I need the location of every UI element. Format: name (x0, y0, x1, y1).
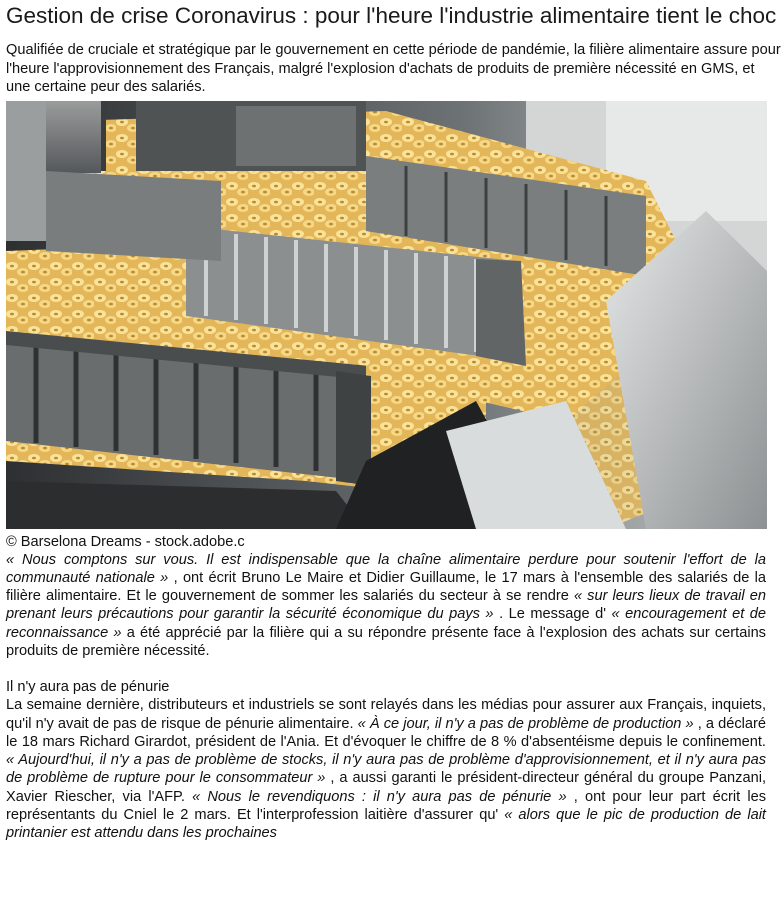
quote: « Nous comptons sur vous. Il est indispensable que la chaîne alimentaire perdure pour soutenir l'effort de la communauté nationale » (6, 551, 766, 586)
text: La semaine dernière, distributeurs et industriels se sont relayés dans les médias pour assurer aux Français, inquiets, qu'il n'y avait de pas de risque de pénurie alimentaire. (6, 697, 766, 732)
section-subheading: Il n'y aura pas de pénurie (6, 679, 170, 696)
quote: « Nous le revendiquons : il n'y aura pas de pénurie » (192, 788, 574, 805)
text: , a aussi garanti le président-directeur général du groupe Panzani, Xavier Riescher, via l'AFP. (6, 770, 766, 805)
paragraph-1 (6, 551, 766, 661)
quote: « Aujourd'hui, il n'y a pas de problème de stocks, il n'y aura pas de problème d'approvisionnement, et il n'y aura pas de problème de rupture pour le consommateur » (6, 752, 766, 787)
text: , ont écrit Bruno Le Maire et Didier Guillaume, le 17 mars à l'ensemble des salariés de la filière alimentaire. Et le gouvernement de sommer les salariés du secteur à se rendre (6, 569, 766, 605)
photo-credit: © Barselona Dreams - stock.adobe.c (6, 533, 245, 550)
article (0, 2, 781, 843)
article-lead: Qualifiée de cruciale et stratégique par le gouvernement en cette période de pandémie, la filière alimentaire assure pour l'heure l'approvisionnement des Français, malgré l'explosion d'achats de produits de première nécessité en GMS, et une certaine peur des salariés. (6, 42, 781, 95)
text: , ont pour leur part écrit les représentants du Cniel le 2 mars. Et l'interprofession laitière d'assurer qu' (6, 788, 766, 824)
quote: « À ce jour, il n'y a pas de problème de production » (357, 715, 698, 732)
text: . Le message d' (499, 606, 612, 623)
quote: « sur leurs lieux de travail en prenant leurs précautions pour garantir la sécurité économique du pays » (6, 588, 767, 623)
article-photo (6, 101, 767, 529)
paragraph-2 (6, 696, 766, 842)
text: , a déclaré le 18 mars Richard Girardot, président de l'Ania. Et d'évoquer le chiffre de 8 % d'absentéisme depuis le confinement. (6, 715, 766, 750)
quote: « encouragement et de reconnaissance » (6, 606, 767, 641)
article-title: Gestion de crise Coronavirus : pour l'heure l'industrie alimentaire tient le choc (6, 3, 777, 28)
text: a été apprécié par la filière qui a su répondre présente face à l'explosion des achats sur certains produits de première nécessité. (6, 624, 766, 659)
quote: « alors que le pic de production de lait printanier est attendu dans les prochaines (6, 807, 766, 842)
